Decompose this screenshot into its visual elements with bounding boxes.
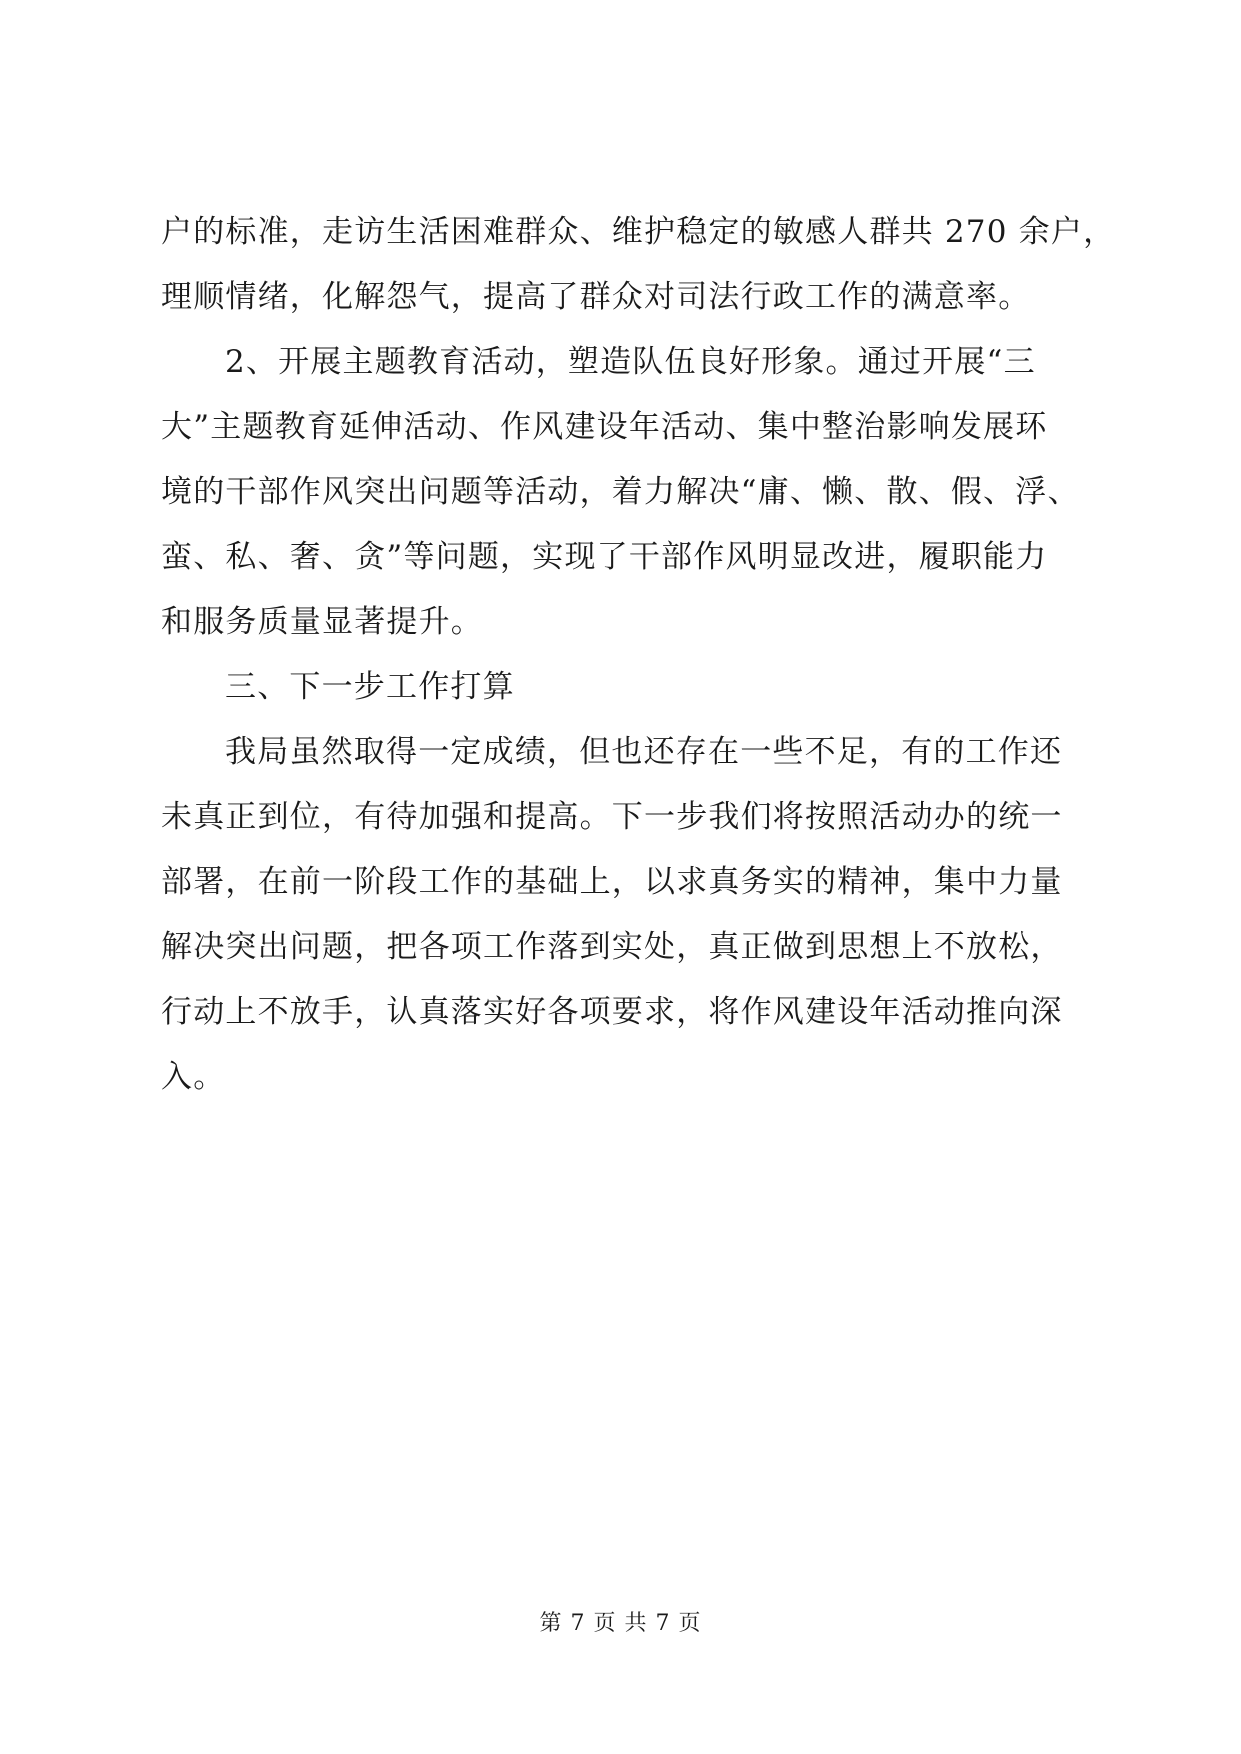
section-heading: 三、下一步工作打算 [225,669,515,705]
document-body [161,200,1116,1110]
body-line: 行动上不放手，认真落实好各项要求，将作风建设年活动推向深 [161,994,1063,1030]
body-line: 未真正到位，有待加强和提高。下一步我们将按照活动办的统一 [161,799,1063,835]
page-number-footer: 第 7 页 共 7 页 [539,1611,702,1636]
body-line: 2、开展主题教育活动，塑造队伍良好形象。通过开展“三 [225,344,1036,380]
body-line: 部署，在前一阶段工作的基础上，以求真务实的精神，集中力量 [161,864,1063,900]
body-line: 户的标准，走访生活困难群众、维护稳定的敏感人群共 270 余户， [161,214,1116,250]
body-line: 解决突出问题，把各项工作落到实处，真正做到思想上不放松， [161,929,1063,965]
body-line: 境的干部作风突出问题等活动，着力解决“庸、懒、散、假、浮、 [161,474,1080,510]
body-line: 大”主题教育延伸活动、作风建设年活动、集中整治影响发展环 [161,409,1048,445]
body-line: 蛮、私、奢、贪”等问题，实现了干部作风明显改进，履职能力 [161,539,1048,575]
body-line: 理顺情绪，化解怨气，提高了群众对司法行政工作的满意率。 [161,279,1031,315]
body-line: 和服务质量显著提升。 [161,604,483,640]
body-line: 入。 [161,1059,226,1095]
body-line: 我局虽然取得一定成绩，但也还存在一些不足，有的工作还 [225,734,1063,770]
